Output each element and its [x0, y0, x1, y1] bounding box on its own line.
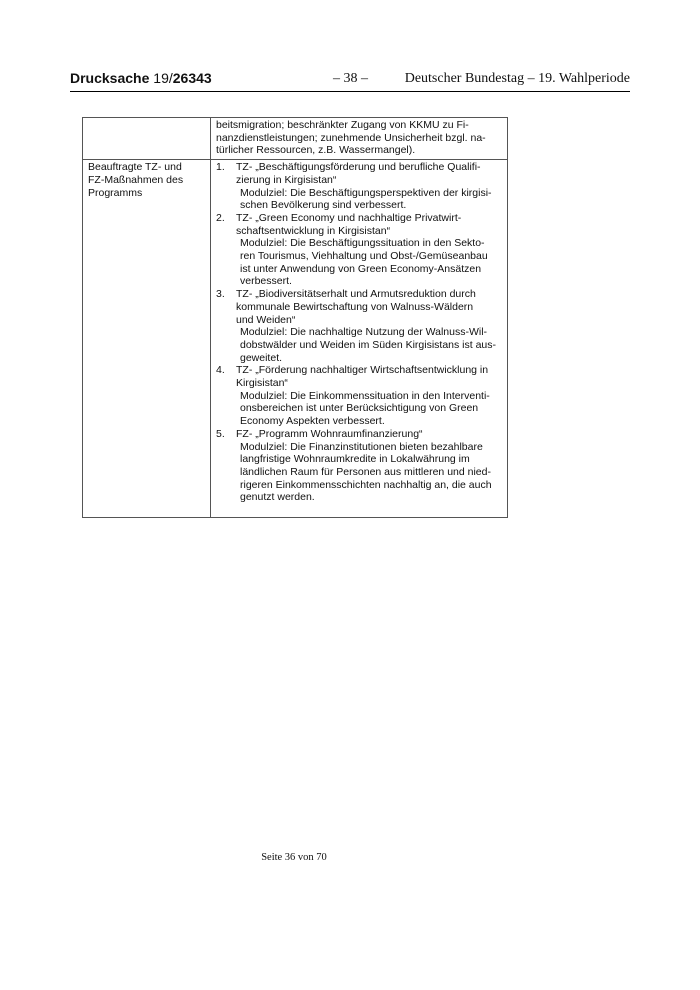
module-goal-line: Modulziel: Die nachhaltige Nutzung der Walnuss-Wil-	[240, 326, 488, 339]
item-title-line: FZ- „Programm Wohnraumfinanzierung“	[236, 427, 423, 440]
module-goal-line: Modulziel: Die Einkommenssituation in den Interventi-	[240, 389, 490, 402]
module-goal-line: Modulziel: Die Beschäftigungsperspektiven der kirgisi-	[240, 186, 492, 199]
text-line: beitsmigration; beschränkter Zugang von KKMU zu Fi-	[216, 119, 469, 131]
label-line: Beauftragte TZ- und	[88, 161, 182, 174]
list-item	[216, 428, 501, 504]
list-item	[216, 161, 501, 212]
module-goal	[236, 390, 501, 428]
module-goal-line: Modulziel: Die Beschäftigungssituation in den Sekto-	[240, 237, 485, 250]
module-goal-line: Modulziel: Die Finanzinstitutionen bieten bezahlbare	[240, 440, 483, 453]
document-number-prefix: 19/	[153, 70, 173, 86]
item-title-line: TZ- „Biodiversitätserhalt und Armutsreduktion durch	[236, 288, 476, 301]
item-title-line: und Weiden“	[236, 313, 296, 326]
publisher: Deutscher Bundestag – 19. Wahlperiode	[404, 71, 630, 86]
header-rule	[70, 91, 630, 92]
table-cell-empty	[83, 118, 211, 160]
text-line: nanzdienstleistungen; zunehmende Unsicherheit bzgl. na-	[216, 131, 486, 144]
item-title-line: kommunale Bewirtschaftung von Walnuss-Wäldern	[236, 300, 474, 313]
module-goal-line: Economy Aspekten verbessert.	[240, 415, 385, 428]
page-header	[70, 70, 630, 92]
module-goal-line: genutzt werden.	[240, 491, 315, 504]
module-goal	[236, 441, 501, 505]
document-number	[70, 70, 212, 86]
module-goal-line: schen Bevölkerung sind verbessert.	[240, 199, 407, 212]
item-title-line: TZ- „Förderung nachhaltiger Wirtschaftsentwicklung in	[236, 364, 489, 377]
module-goal-line: dobstwälder und Weiden im Süden Kirgisistans ist aus-	[240, 338, 497, 351]
module-goal-line: ist unter Anwendung von Green Economy-Ansätzen	[240, 262, 482, 275]
text-line: türlicher Ressourcen, z.B. Wassermangel).	[216, 144, 416, 157]
item-title-line: TZ- „Beschäftigungsförderung und berufliche Qualifi-	[236, 161, 481, 174]
table-row-continuation	[83, 118, 508, 160]
measures-list	[211, 160, 508, 518]
item-title-line: zierung in Kirgisistan“	[236, 173, 337, 186]
module-goal-line: geweitet.	[240, 351, 283, 364]
table-row-measures	[83, 160, 508, 518]
continuation-text	[211, 118, 508, 160]
item-title-line: Kirgisistan“	[236, 377, 288, 390]
module-goal-line: rigeren Einkommensschichten nachhaltig an, die auch	[240, 478, 492, 491]
item-number: 5.	[216, 427, 225, 440]
module-goal-line: ländlichen Raum für Personen aus mittleren und nied-	[240, 465, 491, 478]
document-number-suffix: 26343	[172, 70, 212, 86]
page-number: – 38 –	[333, 71, 368, 86]
module-goal-line: onsbereichen ist unter Berücksichtigung von Green	[240, 402, 479, 415]
document-label: Drucksache	[70, 70, 150, 86]
module-goal-line: ren Tourismus, Viehhaltung und Obst-/Gemüseanbau	[240, 250, 488, 263]
row-label	[83, 160, 211, 518]
module-goal	[236, 187, 501, 212]
label-line: Programms	[88, 186, 143, 199]
list-item	[216, 364, 501, 428]
item-number: 3.	[216, 288, 225, 301]
item-number: 4.	[216, 364, 225, 377]
module-goal-line: langfristige Wohnraumkredite in Lokalwährung im	[240, 453, 470, 466]
page-footer: Seite 36 von 70	[261, 852, 327, 863]
module-goal	[236, 237, 501, 288]
item-title-line: TZ- „Green Economy und nachhaltige Privatwirt-	[236, 211, 462, 224]
label-line: FZ-Maßnahmen des	[88, 173, 184, 186]
program-table	[82, 117, 508, 518]
item-title-line: schaftsentwicklung in Kirgisistan“	[236, 224, 391, 237]
list-item	[216, 288, 501, 364]
list-item	[216, 212, 501, 288]
item-number: 2.	[216, 211, 225, 224]
module-goal	[236, 326, 501, 364]
module-goal-line: verbessert.	[240, 275, 292, 288]
item-number: 1.	[216, 161, 225, 174]
